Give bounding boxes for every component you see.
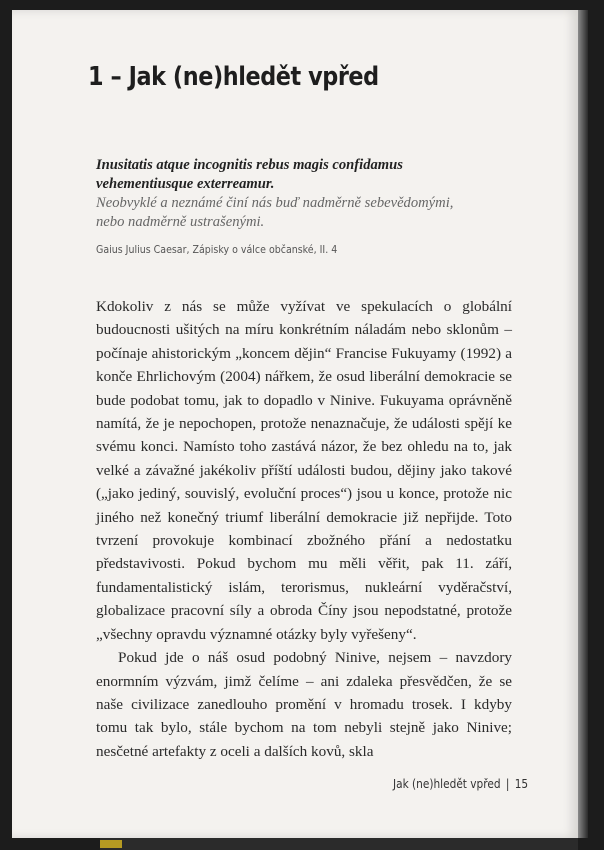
background-strip [100,838,578,850]
body-paragraph-2: Pokud jde o náš osud podobný Ninive, nejsem – navzdory enormním výzvám, jimž čelíme – ani zdaleka přesvědčen, že se naše civilizace zanedlouho promění v hromadu trosek. I kdyby tomu tak bylo, stále bychom na tom nebyli stejně jako Ninive; nesčetné artefakty z oceli a dalších kovů, skla [96,649,512,760]
body-text [96,295,512,763]
page-number: 15 [514,777,529,791]
epigraph-attribution: Gaius Julius Caesar, Zápisky o válce občanské, II. 4 [96,243,338,256]
chapter-title: 1 – Jak (ne)hledět vpřed [88,62,379,92]
running-title: Jak (ne)hledět vpřed [393,777,501,791]
body-paragraph-1: Kdokoliv z nás se může vyžívat ve spekulacích o globální budoucnosti ušitých na míru konkrétním náladám nebo sklonům – počínaje ahistorickým „koncem dějin“ Francise Fukuyamy (1992) a konče Ehrlichovým (2004) nářkem, že osud liberální demokracie se bude podobat tomu, jak to dopadlo v Ninive. Fukuyama oprávněně namítá, že je nepochopen, protože nenaznačuje, že události spějí ke svému konci. Namísto toho zastává názor, že bez ohledu na to, jak velké a závažné jakékoliv příští události budou, dějiny jako takové („jako jediný, souvislý, evoluční proces“) jsou u konce, protože nic jiného než konečný triumf liberální demokracie již nepřijde. Toto tvrzení provokuje kombinací zbožného přání a nedostatku představivosti. Pokud bychom mu měli věřit, pak 11. září, fundamentalistický islám, terorismus, nukleární vyděračství, globalizace pracovní síly a obroda Číny jsou nepodstatné, protože „všechny opravdu významné otázky byly vyřešeny“. [96,298,512,643]
epigraph-czech-line-2: nebo nadměrně ustrašenými. [96,214,265,230]
bookmark-edge [100,840,122,848]
epigraph-latin-line-1: Inusitatis atque incognitis rebus magis confidamus [96,157,403,173]
epigraph-czech-line-1: Neobvyklé a neznámé činí nás buď nadměrně sebevědomými, [96,195,454,211]
epigraph [96,156,516,232]
page-edge-shadow [578,10,588,838]
epigraph-latin-line-2: vehementiusque exterreamur. [96,176,275,192]
footer-separator: | [505,777,510,791]
running-footer [393,777,528,791]
